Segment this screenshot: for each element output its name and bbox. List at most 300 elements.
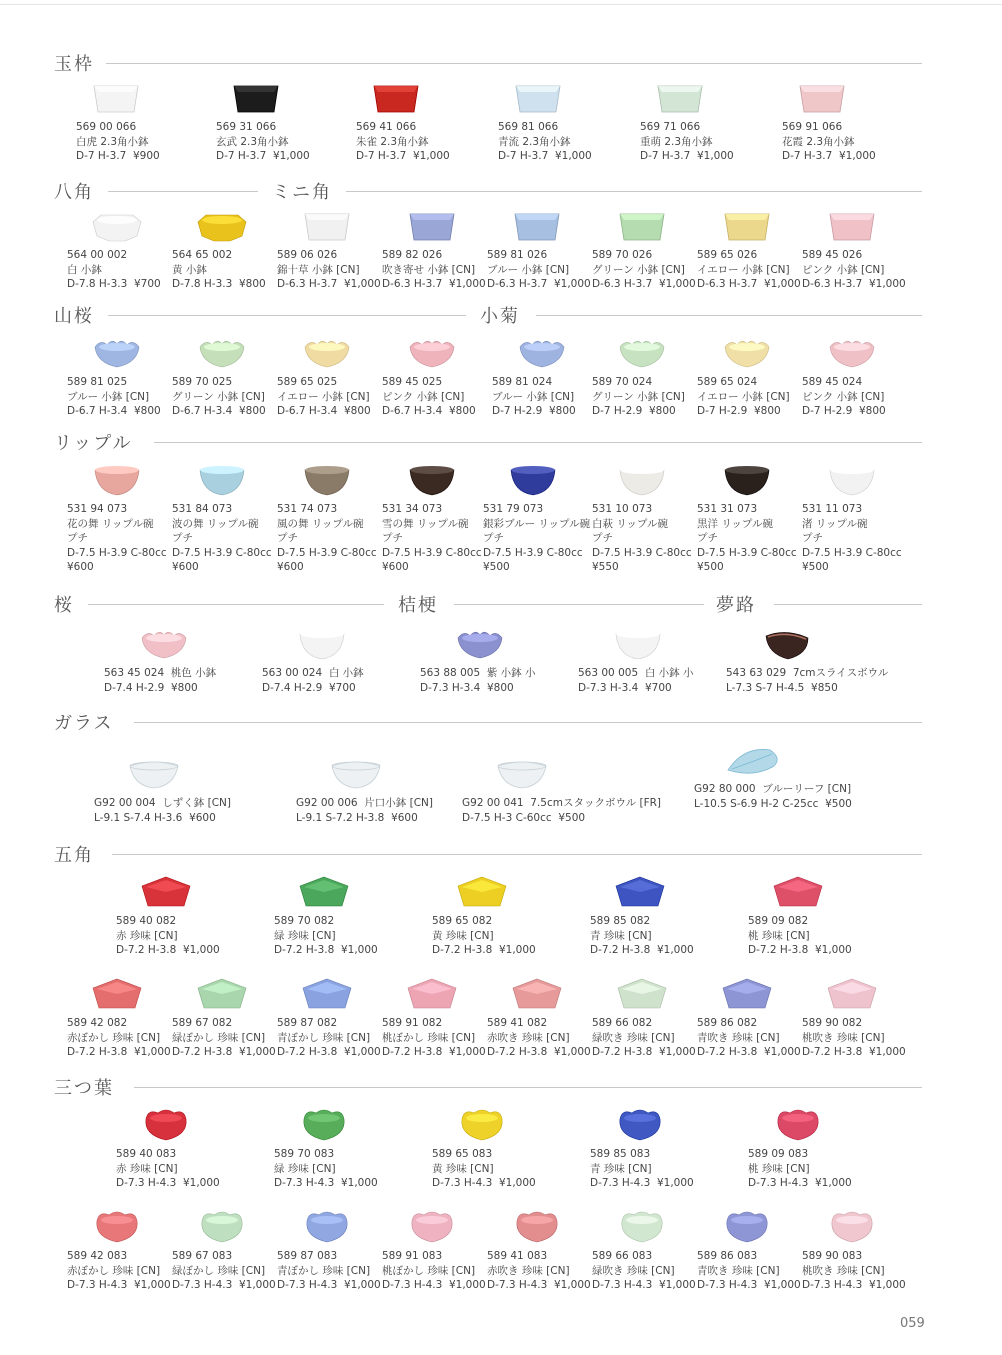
product-spec: D-6.3 H-3.7 — [802, 278, 863, 291]
product-item — [487, 1207, 607, 1293]
product-info — [116, 1147, 236, 1191]
product-spec: D-6.3 H-3.7 — [277, 278, 338, 291]
product-info — [802, 248, 922, 292]
product-spec: D-7.4 H-2.9 — [104, 681, 165, 694]
product-info — [382, 248, 502, 292]
product-spec: L-9.1 S-7.4 H-3.6 — [94, 811, 183, 824]
product-image — [432, 1105, 552, 1145]
product-item — [697, 1207, 817, 1293]
product-price: ¥1,000 — [554, 150, 592, 163]
product-info — [277, 502, 397, 575]
product-name: 黄 珍味 [CN] — [432, 929, 494, 942]
product-item — [802, 974, 922, 1060]
product-item — [277, 1207, 397, 1293]
product-item: 569 31 066 玄武 2.3角小鉢 D-7 H-3.7 ¥1,000 — [72, 78, 192, 164]
product-item — [802, 333, 922, 419]
product-info — [382, 1016, 502, 1060]
product-price: ¥1,000 — [868, 1046, 906, 1059]
product-image — [694, 740, 924, 780]
product-code: 531 74 073 — [277, 503, 338, 515]
product-name: 白 小鉢 — [67, 263, 102, 276]
product-info — [748, 1147, 868, 1191]
section-title-yumeji: 夢路 — [716, 595, 756, 616]
product-spec: D-7.5 H-3.9 C-80cc — [802, 546, 902, 559]
product-spec: D-7.2 H-3.8 — [116, 944, 177, 957]
product-spec: D-7.3 H-4.3 — [802, 1279, 863, 1292]
product-code: 531 34 073 — [382, 503, 443, 515]
product-code: 531 10 073 — [592, 503, 653, 515]
product-image — [212, 78, 366, 118]
product-item: 569 81 066 青流 2.3角小鉢 D-7 H-3.7 ¥1,000 — [354, 78, 474, 164]
product-code: 589 65 026 — [697, 249, 758, 261]
product-name: イエロー 小鉢 [CN] — [277, 390, 370, 403]
product-price: ¥700 — [328, 681, 356, 694]
page-number: 059 — [900, 1316, 925, 1331]
product-price: ¥800 — [133, 405, 161, 418]
product-code: 589 82 026 — [382, 249, 443, 261]
product-spec: D-7.2 H-3.8 — [67, 1046, 128, 1059]
product-name: 片口小鉢 [CN] — [364, 797, 433, 809]
product-spec: D-7 H-2.9 — [492, 405, 543, 418]
product-image — [277, 333, 397, 373]
product-code: 589 65 082 — [432, 915, 493, 927]
product-info — [487, 1016, 607, 1060]
product-name: 7cmスライスボウル — [792, 667, 889, 679]
section-title-yamazakura: 山桜 — [54, 306, 94, 327]
product-spec: D-6.7 H-3.4 — [172, 405, 233, 418]
product-info — [487, 248, 607, 292]
product-price: ¥1,000 — [133, 1046, 171, 1059]
product-price: ¥500 — [802, 561, 829, 574]
product-item — [67, 974, 187, 1060]
product-image — [277, 974, 397, 1014]
product-price: ¥500 — [825, 797, 852, 810]
product-info — [697, 502, 817, 575]
product-image — [590, 872, 710, 912]
product-info — [592, 248, 712, 292]
product-name: 白 小鉢 小 — [644, 667, 694, 679]
product-price: ¥550 — [592, 561, 619, 574]
product-price: ¥1,000 — [868, 1279, 906, 1292]
product-price: ¥1,000 — [448, 1279, 486, 1292]
product-spec: D-7.2 H-3.8 — [274, 944, 335, 957]
page-edge — [986, 0, 1002, 1355]
product-info — [277, 375, 397, 419]
product-name: ピンク 小鉢 [CN] — [802, 263, 885, 276]
product-price: ¥800 — [448, 405, 476, 418]
product-code: G92 00 006 — [296, 797, 358, 809]
product-info — [592, 502, 712, 575]
product-item — [172, 460, 292, 575]
product-code: 531 11 073 — [802, 503, 863, 515]
product-item — [487, 974, 607, 1060]
product-spec: D-7.5 H-3.9 C-80cc — [277, 546, 377, 559]
product-item: 569 41 066 朱雀 2.3角小鉢 D-7 H-3.7 ¥1,000 — [212, 78, 332, 164]
product-item — [802, 1207, 922, 1293]
product-price: ¥800 — [548, 405, 576, 418]
product-image — [697, 206, 817, 246]
product-image — [116, 872, 236, 912]
product-image — [592, 206, 712, 246]
product-item — [382, 333, 502, 419]
product-info — [487, 1249, 607, 1293]
product-info — [592, 375, 712, 419]
product-code: G92 00 004 — [94, 797, 156, 809]
product-code: 589 86 083 — [697, 1250, 758, 1262]
product-spec: D-7 H-2.9 — [592, 405, 643, 418]
product-info — [590, 1147, 710, 1191]
section-rule — [134, 722, 922, 723]
product-info — [172, 1016, 292, 1060]
product-info — [726, 666, 956, 695]
product-image — [382, 974, 502, 1014]
product-price: ¥800 — [648, 405, 676, 418]
product-info — [697, 248, 817, 292]
product-spec: D-7.8 H-3.3 — [172, 278, 233, 291]
product-image — [277, 206, 397, 246]
product-code: 543 63 029 — [726, 667, 787, 679]
product-info — [697, 1016, 817, 1060]
product-name-sub: プチ — [277, 532, 298, 545]
product-spec: D-7.2 H-3.8 — [748, 944, 809, 957]
product-name: 緑吹き 珍味 [CN] — [592, 1264, 675, 1277]
product-item — [697, 460, 817, 575]
product-item — [382, 206, 502, 292]
product-price: ¥1,000 — [182, 944, 220, 957]
product-item — [592, 206, 712, 292]
product-code: 589 70 083 — [274, 1148, 335, 1160]
product-name: ピンク 小鉢 [CN] — [802, 390, 885, 403]
product-code: 589 81 026 — [487, 249, 548, 261]
product-item — [274, 872, 394, 958]
product-item — [483, 460, 603, 575]
product-price: ¥800 — [343, 405, 371, 418]
product-code: 589 41 082 — [487, 1017, 548, 1029]
product-info — [67, 502, 187, 575]
section-title-hakkaku: 八角 — [54, 182, 94, 203]
product-name: グリーン 小鉢 [CN] — [592, 390, 685, 403]
section-rule — [454, 604, 704, 605]
product-price: ¥700 — [644, 681, 672, 694]
product-code: 531 84 073 — [172, 503, 233, 515]
product-name-sub: プチ — [697, 532, 718, 545]
product-item — [726, 624, 956, 695]
product-spec: D-7.5 H-3.9 C-80cc — [483, 546, 583, 559]
section-rule — [108, 191, 258, 192]
product-item — [67, 206, 187, 292]
product-spec: D-7.3 H-4.3 — [277, 1279, 338, 1292]
product-name: 波の舞 リップル碗 — [172, 517, 259, 530]
product-image — [748, 872, 868, 912]
product-item: 569 71 066 重萌 2.3角小鉢 D-7 H-3.7 ¥1,000 — [496, 78, 616, 164]
product-spec: D-7.3 H-4.3 — [432, 1177, 493, 1190]
product-spec: D-7.3 H-4.3 — [592, 1279, 653, 1292]
product-code: 531 79 073 — [483, 503, 544, 515]
product-price: ¥1,000 — [498, 1177, 536, 1190]
section-title-tamawaku: 玉枠 — [54, 54, 94, 75]
product-name: 赤吹き 珍味 [CN] — [487, 1031, 570, 1044]
product-price: ¥1,000 — [343, 1046, 381, 1059]
product-info — [277, 248, 397, 292]
product-code: 589 70 025 — [172, 376, 233, 388]
product-item — [697, 333, 817, 419]
product-name: 桃ぼかし 珍味 [CN] — [382, 1031, 476, 1044]
section-title-minikaku: ミニ角 — [272, 182, 332, 203]
product-item — [748, 1105, 868, 1191]
product-code: 589 70 026 — [592, 249, 653, 261]
section-rule — [154, 442, 922, 443]
product-name: しずく鉢 [CN] — [162, 797, 231, 809]
product-spec: D-7.3 H-4.3 — [67, 1279, 128, 1292]
product-item — [462, 754, 692, 825]
product-code: 589 42 082 — [67, 1017, 128, 1029]
product-info — [432, 914, 552, 958]
product-spec: D-7.2 H-3.8 — [802, 1046, 863, 1059]
product-price: ¥1,000 — [838, 150, 876, 163]
product-name: 緑 珍味 [CN] — [274, 929, 336, 942]
product-price: ¥1,000 — [658, 1279, 696, 1292]
product-price: ¥1,000 — [238, 1279, 276, 1292]
product-price: ¥1,000 — [340, 944, 378, 957]
product-image — [697, 333, 817, 373]
product-info — [697, 1249, 817, 1293]
product-price: ¥1,000 — [696, 150, 734, 163]
product-name: 緑ぼかし 珍味 [CN] — [172, 1031, 266, 1044]
product-price: ¥800 — [858, 405, 886, 418]
product-name: 青ぼかし 珍味 [CN] — [277, 1264, 371, 1277]
product-name: グリーン 小鉢 [CN] — [172, 390, 265, 403]
product-info — [432, 1147, 552, 1191]
product-info — [802, 375, 922, 419]
product-price: ¥1,000 — [814, 1177, 852, 1190]
product-code: 563 45 024 — [104, 667, 165, 679]
product-info — [802, 1249, 922, 1293]
product-code: 589 65 024 — [697, 376, 758, 388]
product-name: 花の舞 リップル碗 — [67, 517, 154, 530]
product-image — [487, 974, 607, 1014]
product-image — [72, 78, 226, 118]
product-info — [116, 914, 236, 958]
product-code: 589 87 083 — [277, 1250, 338, 1262]
product-spec: D-7.3 H-4.3 — [697, 1279, 758, 1292]
product-item — [172, 206, 292, 292]
product-spec: D-7.3 H-3.4 — [420, 681, 481, 694]
product-name-sub: プチ — [592, 532, 613, 545]
product-image — [592, 1207, 712, 1247]
product-price: ¥1,000 — [340, 1177, 378, 1190]
product-spec: D-7.3 H-3.4 — [578, 681, 639, 694]
product-image — [697, 1207, 817, 1247]
product-code: 589 66 082 — [592, 1017, 653, 1029]
product-item — [487, 206, 607, 292]
product-image — [487, 206, 607, 246]
product-code: 589 40 082 — [116, 915, 177, 927]
product-info — [592, 1016, 712, 1060]
section-rule — [536, 315, 922, 316]
product-code: 589 86 082 — [697, 1017, 758, 1029]
product-item — [277, 333, 397, 419]
product-price: ¥1,000 — [868, 278, 906, 291]
product-image — [277, 460, 397, 500]
product-spec: D-7.5 H-3.9 C-80cc — [697, 546, 797, 559]
product-name: イエロー 小鉢 [CN] — [697, 390, 790, 403]
product-code: 563 88 005 — [420, 667, 481, 679]
product-image — [67, 974, 187, 1014]
product-item — [697, 974, 817, 1060]
product-image — [172, 206, 292, 246]
product-item — [116, 1105, 236, 1191]
product-spec: D-7.5 H-3.9 C-80cc — [382, 546, 482, 559]
product-price: ¥1,000 — [412, 150, 450, 163]
product-name: 赤ぼかし 珍味 [CN] — [67, 1264, 161, 1277]
product-image — [590, 1105, 710, 1145]
product-code: 589 87 082 — [277, 1017, 338, 1029]
product-info — [694, 782, 924, 811]
product-image — [802, 333, 922, 373]
product-code: 589 81 025 — [67, 376, 128, 388]
section-title-mitsuba: 三つ葉 — [54, 1078, 114, 1099]
product-price: ¥1,000 — [763, 1046, 801, 1059]
product-spec: D-7.2 H-3.8 — [487, 1046, 548, 1059]
product-price: ¥600 — [391, 811, 418, 824]
product-price: ¥1,000 — [553, 278, 591, 291]
product-image — [382, 333, 502, 373]
product-code: 589 65 083 — [432, 1148, 493, 1160]
product-spec: D-7.2 H-3.8 — [382, 1046, 443, 1059]
product-item — [697, 206, 817, 292]
product-spec: L-7.3 S-7 H-4.5 — [726, 681, 805, 694]
product-name: 黄 小鉢 — [172, 263, 207, 276]
product-name: ブルー 小鉢 [CN] — [492, 390, 575, 403]
product-image — [483, 460, 603, 500]
product-image — [67, 206, 187, 246]
product-name: グリーン 小鉢 [CN] — [592, 263, 685, 276]
section-rule — [346, 191, 922, 192]
product-spec: D-6.3 H-3.7 — [382, 278, 443, 291]
product-name: 桃色 小鉢 — [170, 667, 217, 679]
product-info — [67, 375, 187, 419]
product-price: ¥1,000 — [272, 150, 310, 163]
product-item — [694, 740, 924, 811]
product-image — [432, 872, 552, 912]
product-image — [592, 974, 712, 1014]
product-code: 589 85 082 — [590, 915, 651, 927]
product-code: 589 09 082 — [748, 915, 809, 927]
product-image — [638, 78, 792, 118]
section-rule — [106, 63, 922, 64]
product-name: 桃 珍味 [CN] — [748, 1162, 810, 1175]
product-price: ¥1,000 — [656, 944, 694, 957]
section-title-gokaku: 五角 — [54, 845, 94, 866]
product-name: 風の舞 リップル碗 — [277, 517, 364, 530]
product-spec: D-7 H-3.7 — [782, 150, 833, 163]
product-price: ¥1,000 — [656, 1177, 694, 1190]
product-name: 赤ぼかし 珍味 [CN] — [67, 1031, 161, 1044]
product-code: 589 81 024 — [492, 376, 553, 388]
product-price: ¥800 — [238, 405, 266, 418]
product-code: 589 70 082 — [274, 915, 335, 927]
product-code: 563 00 024 — [262, 667, 323, 679]
product-code: 589 45 026 — [802, 249, 863, 261]
section-title-ripple: リップル — [54, 433, 133, 454]
product-item — [116, 872, 236, 958]
product-name: ブルー 小鉢 [CN] — [487, 263, 570, 276]
product-image — [462, 754, 692, 794]
product-spec: D-6.7 H-3.4 — [277, 405, 338, 418]
section-title-glass: ガラス — [54, 713, 114, 734]
product-image — [172, 460, 292, 500]
product-code: 589 06 026 — [277, 249, 338, 261]
product-price: ¥1,000 — [658, 1046, 696, 1059]
product-name: 桃吹き 珍味 [CN] — [802, 1031, 885, 1044]
product-name: 黄 珍味 [CN] — [432, 1162, 494, 1175]
section-rule — [88, 604, 384, 605]
product-image — [172, 1207, 292, 1247]
product-name-sub: プチ — [802, 532, 823, 545]
product-image — [274, 872, 394, 912]
product-price: ¥600 — [67, 561, 94, 574]
product-image — [172, 974, 292, 1014]
product-name: 緑 珍味 [CN] — [274, 1162, 336, 1175]
product-item — [382, 974, 502, 1060]
product-price: ¥600 — [382, 561, 409, 574]
product-code: 563 00 005 — [578, 667, 639, 679]
product-image — [382, 206, 502, 246]
product-name: 白萩 リップル碗 — [592, 517, 668, 530]
product-code: 589 67 083 — [172, 1250, 233, 1262]
product-spec: D-6.3 H-3.7 — [697, 278, 758, 291]
product-spec: D-7.3 H-4.3 — [274, 1177, 335, 1190]
product-image — [67, 333, 187, 373]
product-info — [172, 1249, 292, 1293]
product-spec: D-7.3 H-4.3 — [172, 1279, 233, 1292]
product-price: ¥800 — [238, 278, 266, 291]
product-item — [802, 206, 922, 292]
product-item — [277, 460, 397, 575]
product-info — [277, 1249, 397, 1293]
product-image — [382, 1207, 502, 1247]
product-price: ¥1,000 — [182, 1177, 220, 1190]
product-name: 青吹き 珍味 [CN] — [697, 1264, 780, 1277]
product-spec: D-7.4 H-2.9 — [262, 681, 323, 694]
product-name: 桃ぼかし 珍味 [CN] — [382, 1264, 476, 1277]
product-image — [487, 1207, 607, 1247]
section-rule — [774, 604, 922, 605]
product-spec: D-7.8 H-3.3 — [67, 278, 128, 291]
product-price: ¥800 — [753, 405, 781, 418]
product-price: ¥1,000 — [763, 1279, 801, 1292]
product-price: ¥1,000 — [814, 944, 852, 957]
product-price: ¥1,000 — [448, 1046, 486, 1059]
product-spec: D-7.3 H-4.3 — [487, 1279, 548, 1292]
section-title-kikyo: 桔梗 — [398, 595, 438, 616]
product-code: 589 65 025 — [277, 376, 338, 388]
product-name: 青 珍味 [CN] — [590, 1162, 652, 1175]
product-info — [802, 502, 922, 575]
product-image — [726, 624, 956, 664]
product-info — [382, 1249, 502, 1293]
product-info — [462, 796, 692, 825]
product-name: 青ぼかし 珍味 [CN] — [277, 1031, 371, 1044]
product-image — [802, 206, 922, 246]
product-name: 白 小鉢 — [328, 667, 364, 679]
product-spec: D-7.5 H-3 C-60cc — [462, 811, 552, 824]
product-info — [172, 502, 292, 575]
product-spec: D-7.5 H-3.9 C-80cc — [172, 546, 272, 559]
product-image — [116, 1105, 236, 1145]
product-info — [697, 375, 817, 419]
product-spec: D-7.2 H-3.8 — [592, 1046, 653, 1059]
